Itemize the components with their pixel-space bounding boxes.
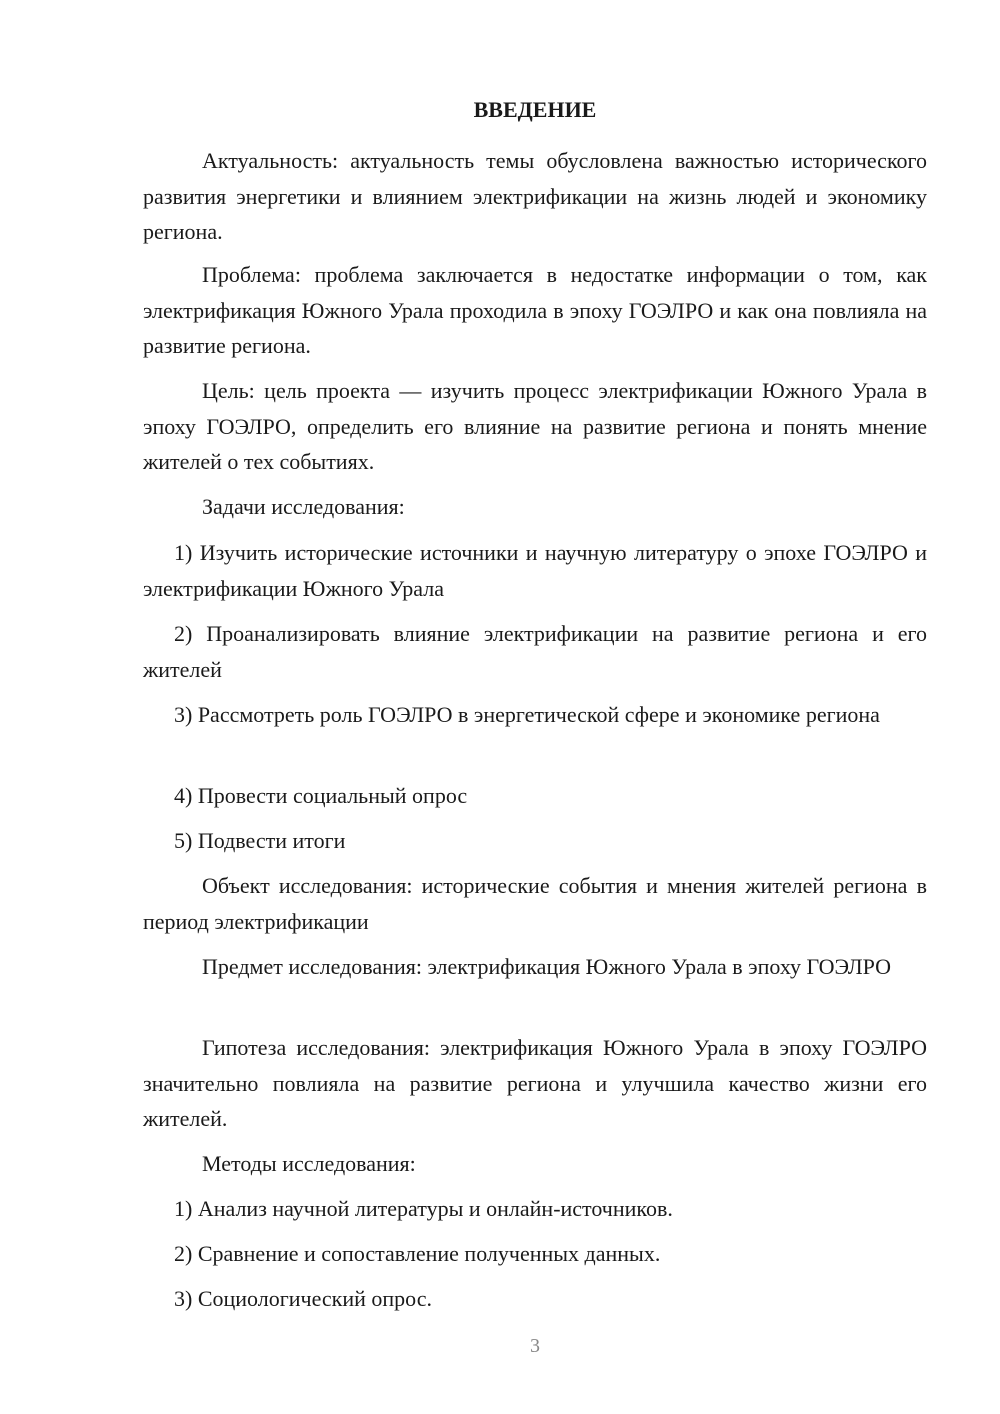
task-item-5: 5) Подвести итоги [174,828,346,853]
object-paragraph: Объект исследования: исторические события и мнения жителей региона в период электрификации [143,873,927,934]
methods-heading: Методы исследования: [202,1151,416,1176]
problem-paragraph: Проблема: проблема заключается в недостатке информации о том, как электрификация Южного Урала проходила в эпоху ГОЭЛРО и как она повлияла на развитие региона. [143,262,927,358]
document-page [143,0,927,1414]
section-title: ВВЕДЕНИЕ [473,97,597,122]
task-item-4: 4) Провести социальный опрос [174,783,468,808]
hypothesis-paragraph: Гипотеза исследования: электрификация Южного Урала в эпоху ГОЭЛРО значительно повлияла на развитие региона и улучшила качество жизни его жителей. [143,1035,927,1131]
relevance-paragraph: Актуальность: актуальность темы обусловлена важностью исторического развития энергетики и влиянием электрификации на жизнь людей и экономику региона. [143,148,927,244]
method-item-1: 1) Анализ научной литературы и онлайн-источников. [174,1196,673,1221]
task-item-2: 2) Проанализировать влияние электрификации на развитие региона и его жителей [143,621,927,682]
tasks-heading: Задачи исследования: [202,494,405,519]
goal-paragraph: Цель: цель проекта — изучить процесс электрификации Южного Урала в эпоху ГОЭЛРО, определить его влияние на развитие региона и понять мнение жителей о тех событиях. [143,378,927,474]
task-item-1: 1) Изучить исторические источники и научную литературу о эпохе ГОЭЛРО и электрификации Южного Урала [143,540,927,601]
method-item-2: 2) Сравнение и сопоставление полученных данных. [174,1241,661,1266]
page-number: 3 [530,1335,540,1357]
subject-paragraph: Предмет исследования: электрификация Южного Урала в эпоху ГОЭЛРО [202,954,892,979]
task-item-3: 3) Рассмотреть роль ГОЭЛРО в энергетической сфере и экономике региона [174,702,880,727]
method-item-3: 3) Социологический опрос. [174,1286,432,1311]
